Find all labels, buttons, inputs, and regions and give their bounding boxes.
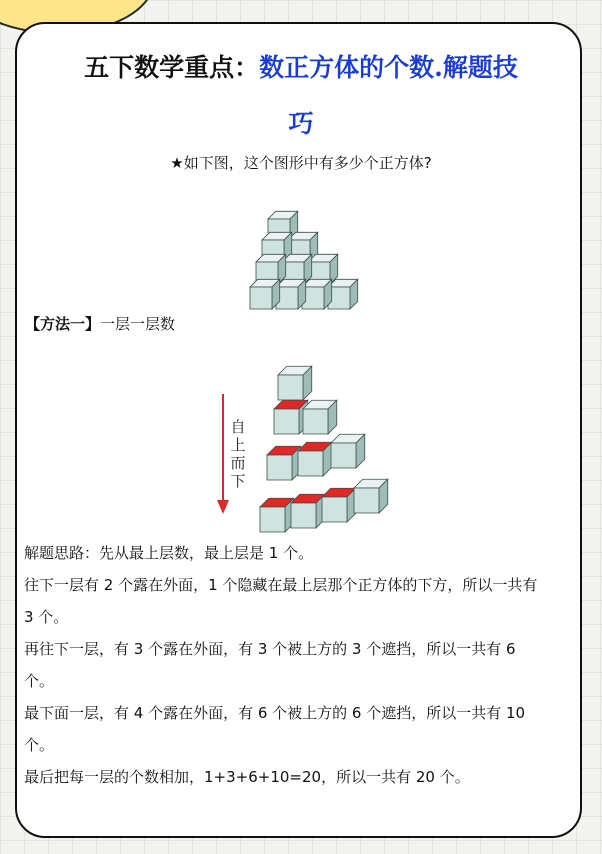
explanation-line: 往下一层有 2 个露在外面，1 个隐藏在最上层那个正方体的下方，所以一共有 3 个。 <box>24 576 538 626</box>
arrow-label-char: 而 <box>230 454 246 472</box>
explanation-line: 最下面一层，有 4 个露在外面，有 6 个被上方的 6 个遮挡，所以一共有 10 个。 <box>24 704 526 754</box>
title-prefix: 五下数学重点： <box>84 53 260 82</box>
cube-front-face <box>274 409 299 434</box>
top-to-bottom-arrow <box>217 394 229 514</box>
title-line2: 巧 <box>288 109 314 138</box>
cube-front-face <box>322 497 347 522</box>
cube-front-face <box>298 451 323 476</box>
explanation-line: 最后把每一层的个数相加，1+3+6+10=20，所以一共有 20 个。 <box>24 768 470 786</box>
cube-front-face <box>260 507 285 532</box>
arrow-label-char: 自 <box>230 418 246 436</box>
cube-front-face <box>303 409 328 434</box>
cube-front-face <box>331 443 356 468</box>
explanation-line: 再往下一层，有 3 个露在外面，有 3 个被上方的 3 个遮挡，所以一共有 6 个。 <box>24 640 516 690</box>
arrow-label-char: 上 <box>230 436 246 454</box>
cube-front-face <box>354 488 379 513</box>
method-heading <box>25 313 175 334</box>
cube-front-face <box>267 455 292 480</box>
explanation-text <box>24 537 549 793</box>
cube-front-face <box>278 375 303 400</box>
explanation-line: 解题思路：先从最上层数，最上层是 1 个。 <box>24 544 314 562</box>
arrow-label-char: 下 <box>230 472 246 490</box>
method-label: 【方法一】 <box>25 315 101 333</box>
question-text: ★如下图，这个图形中有多少个正方体? <box>170 154 432 172</box>
cube-front-face <box>250 287 272 309</box>
title-accent: 数正方体的个数.解题技 <box>259 53 518 82</box>
arrow-label <box>230 418 245 490</box>
cube-front-face <box>291 503 316 528</box>
method-text: 一层一层数 <box>100 315 176 333</box>
